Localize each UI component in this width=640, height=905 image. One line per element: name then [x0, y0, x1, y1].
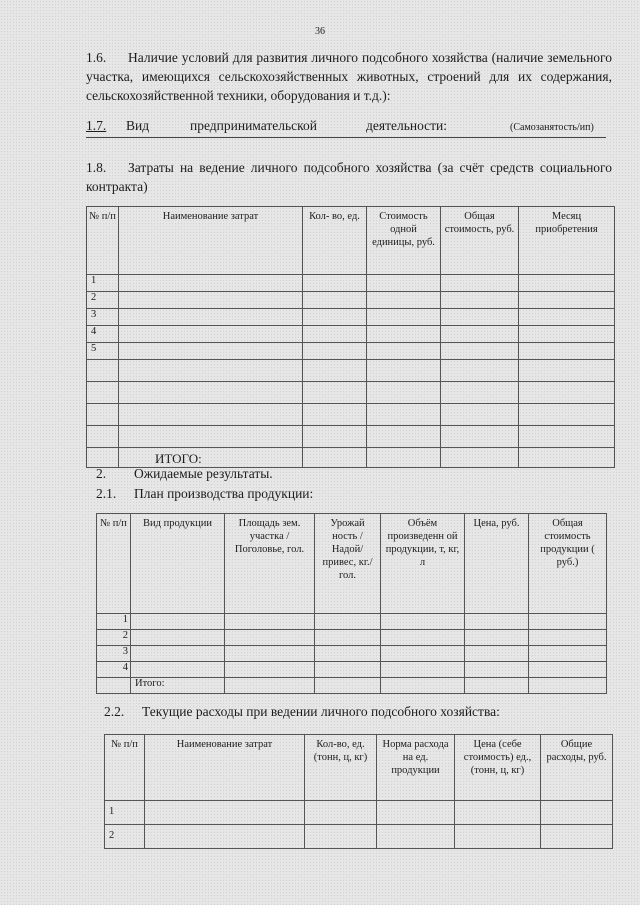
production-plan-table	[96, 513, 607, 694]
col-header-num: № п/п	[97, 514, 131, 614]
table-row[interactable]	[97, 646, 607, 662]
table-row[interactable]	[87, 292, 615, 309]
cell[interactable]	[303, 426, 367, 448]
cell[interactable]	[303, 360, 367, 382]
label-predprinimatelskoy: предпринимательской	[190, 118, 318, 133]
label-deyatelnosti: деятельности:	[366, 118, 448, 133]
cell[interactable]	[441, 309, 519, 326]
cell[interactable]	[367, 404, 441, 426]
col-header-qty: Кол-во, ед. (тонн, ц, кг)	[305, 735, 377, 801]
section-1-8	[86, 158, 612, 196]
cell[interactable]	[519, 309, 615, 326]
cell[interactable]	[441, 426, 519, 448]
table-row[interactable]	[87, 309, 615, 326]
row-number: 4	[97, 662, 131, 678]
cell[interactable]	[131, 614, 225, 630]
row-number: 5	[87, 343, 119, 360]
section-2	[96, 466, 273, 482]
cell[interactable]	[441, 360, 519, 382]
current-expenses-table	[104, 734, 613, 849]
cell[interactable]	[377, 801, 455, 825]
cell[interactable]	[441, 448, 519, 468]
cell[interactable]	[519, 326, 615, 343]
cell[interactable]	[131, 662, 225, 678]
cell[interactable]	[541, 825, 613, 849]
cell[interactable]	[303, 326, 367, 343]
cell[interactable]	[225, 678, 315, 694]
cell[interactable]	[381, 630, 465, 646]
cell[interactable]	[315, 662, 381, 678]
cell[interactable]	[529, 630, 607, 646]
cell[interactable]	[315, 646, 381, 662]
cell	[87, 404, 119, 426]
cell[interactable]	[225, 614, 315, 630]
cell[interactable]	[367, 382, 441, 404]
cell	[87, 382, 119, 404]
cell[interactable]	[519, 426, 615, 448]
section-number: 1.8.	[86, 160, 107, 175]
row-number: 3	[97, 646, 131, 662]
cell[interactable]	[455, 801, 541, 825]
cell[interactable]	[303, 309, 367, 326]
table-row[interactable]	[87, 360, 615, 382]
cell[interactable]	[119, 292, 303, 309]
total-row	[97, 678, 607, 694]
table-row[interactable]	[97, 630, 607, 646]
col-header-price: Цена, руб.	[465, 514, 529, 614]
section-text: Наличие условий для развития личного подсобного хозяйства (наличие земельного участка, имеющихся сельскохозяйственных животных, строений для их содержания, сельскохозяйственной техники, оборудования и т.д.):	[86, 50, 612, 103]
total-row	[87, 448, 615, 468]
table-row[interactable]	[97, 614, 607, 630]
section-1-6	[86, 48, 612, 105]
cell[interactable]	[465, 630, 529, 646]
section-number: 1.6.	[86, 50, 107, 65]
row-number: 1	[87, 275, 119, 292]
cell	[87, 360, 119, 382]
col-header-area: Площадь зем. участка /Поголовье, гол.	[225, 514, 315, 614]
cell[interactable]	[519, 382, 615, 404]
cell[interactable]	[225, 630, 315, 646]
cell[interactable]	[119, 275, 303, 292]
page-number: 36	[315, 26, 325, 37]
table-header-row	[97, 514, 607, 614]
cell[interactable]	[529, 646, 607, 662]
total-label: Итого:	[131, 678, 225, 694]
cell[interactable]	[315, 630, 381, 646]
cell[interactable]	[367, 275, 441, 292]
row-number: 1	[105, 801, 145, 825]
cell[interactable]	[519, 404, 615, 426]
cell[interactable]	[225, 646, 315, 662]
cell[interactable]	[145, 825, 305, 849]
cell[interactable]	[119, 326, 303, 343]
col-header-month: Месяц приобретения	[519, 207, 615, 275]
cell[interactable]	[519, 292, 615, 309]
col-header-total-expenses: Общие расходы, руб.	[541, 735, 613, 801]
cell[interactable]	[131, 630, 225, 646]
cell[interactable]	[119, 343, 303, 360]
cell[interactable]	[441, 292, 519, 309]
cell[interactable]	[303, 404, 367, 426]
cell[interactable]	[381, 646, 465, 662]
section-2-2	[104, 704, 500, 720]
cell	[87, 426, 119, 448]
col-header-name: Наименование затрат	[145, 735, 305, 801]
field-activity-type[interactable]: (Самозанятость/ип)	[510, 122, 594, 133]
costs-table	[86, 206, 615, 468]
table-row[interactable]	[105, 801, 613, 825]
cell[interactable]	[305, 801, 377, 825]
cell[interactable]	[381, 662, 465, 678]
col-header-num: № п/п	[87, 207, 119, 275]
section-number: 2.2.	[104, 704, 125, 719]
section-text: Ожидаемые результаты.	[134, 466, 273, 481]
cell[interactable]	[465, 678, 529, 694]
cell[interactable]	[541, 801, 613, 825]
cell[interactable]	[305, 825, 377, 849]
table-row[interactable]	[87, 326, 615, 343]
cell[interactable]	[367, 292, 441, 309]
row-number: 2	[105, 825, 145, 849]
cell[interactable]	[367, 326, 441, 343]
cell[interactable]	[441, 382, 519, 404]
cell[interactable]	[441, 326, 519, 343]
cell[interactable]	[119, 309, 303, 326]
cell[interactable]	[303, 292, 367, 309]
table-header-row	[105, 735, 613, 801]
row-number: 2	[97, 630, 131, 646]
cell[interactable]	[529, 678, 607, 694]
row-number: 3	[87, 309, 119, 326]
cell[interactable]	[519, 448, 615, 468]
row-number: 2	[87, 292, 119, 309]
cell[interactable]	[529, 662, 607, 678]
table-row[interactable]	[97, 662, 607, 678]
col-header-total-value: Общая стоимость продукции ( руб.)	[529, 514, 607, 614]
col-header-product: Вид продукции	[131, 514, 225, 614]
cell[interactable]	[519, 275, 615, 292]
table-row[interactable]	[87, 426, 615, 448]
table-row[interactable]	[87, 404, 615, 426]
cell[interactable]	[381, 614, 465, 630]
cell[interactable]	[367, 360, 441, 382]
label-vid: Вид	[126, 118, 150, 133]
row-number: 1	[97, 614, 131, 630]
col-header-unit-cost: Стоимость одной единицы, руб.	[367, 207, 441, 275]
cell[interactable]	[465, 646, 529, 662]
table-row[interactable]	[87, 343, 615, 360]
cell[interactable]	[455, 825, 541, 849]
cell[interactable]	[381, 678, 465, 694]
col-header-price: Цена (себе стоимость) ед., (тонн, ц, кг)	[455, 735, 541, 801]
col-header-yield: Урожай ность /Надой/ привес, кг./гол.	[315, 514, 381, 614]
table-header-row	[87, 207, 615, 275]
cell[interactable]	[441, 404, 519, 426]
cell	[87, 448, 119, 468]
total-label: ИТОГО:	[119, 448, 303, 468]
table-row[interactable]	[87, 275, 615, 292]
cell[interactable]	[529, 614, 607, 630]
col-header-volume: Объём произведенн ой продукции, т, кг, л	[381, 514, 465, 614]
cell[interactable]	[303, 382, 367, 404]
cell[interactable]	[441, 275, 519, 292]
cell[interactable]	[377, 825, 455, 849]
cell[interactable]	[131, 646, 225, 662]
cell[interactable]	[303, 448, 367, 468]
section-text: План производства продукции:	[134, 486, 314, 501]
section-1-7	[86, 118, 606, 138]
cell[interactable]	[441, 343, 519, 360]
cell[interactable]	[367, 309, 441, 326]
section-text: Текущие расходы при ведении личного подсобного хозяйства:	[142, 704, 500, 719]
cell	[97, 678, 131, 694]
section-number: 1.7.	[86, 118, 107, 133]
table-row[interactable]	[87, 382, 615, 404]
cell[interactable]	[145, 801, 305, 825]
cell[interactable]	[119, 360, 303, 382]
cell[interactable]	[519, 343, 615, 360]
cell[interactable]	[315, 614, 381, 630]
row-number: 4	[87, 326, 119, 343]
cell[interactable]	[119, 426, 303, 448]
section-2-1	[96, 486, 313, 502]
cell[interactable]	[119, 382, 303, 404]
cell[interactable]	[303, 343, 367, 360]
cell[interactable]	[367, 426, 441, 448]
cell[interactable]	[367, 343, 441, 360]
cell[interactable]	[465, 614, 529, 630]
cell[interactable]	[519, 360, 615, 382]
col-header-total-cost: Общая стоимость, руб.	[441, 207, 519, 275]
col-header-num: № п/п	[105, 735, 145, 801]
section-text: Затраты на ведение личного подсобного хозяйства (за счёт средств социального контракта)	[86, 160, 612, 194]
cell[interactable]	[303, 275, 367, 292]
section-number: 2.1.	[96, 486, 117, 501]
cell[interactable]	[225, 662, 315, 678]
cell[interactable]	[367, 448, 441, 468]
cell[interactable]	[119, 404, 303, 426]
col-header-qty: Кол- во, ед.	[303, 207, 367, 275]
section-number: 2.	[96, 466, 107, 481]
table-row[interactable]	[105, 825, 613, 849]
cell[interactable]	[315, 678, 381, 694]
col-header-norm: Норма расхода на ед. продукции	[377, 735, 455, 801]
col-header-name: Наименование затрат	[119, 207, 303, 275]
cell[interactable]	[465, 662, 529, 678]
